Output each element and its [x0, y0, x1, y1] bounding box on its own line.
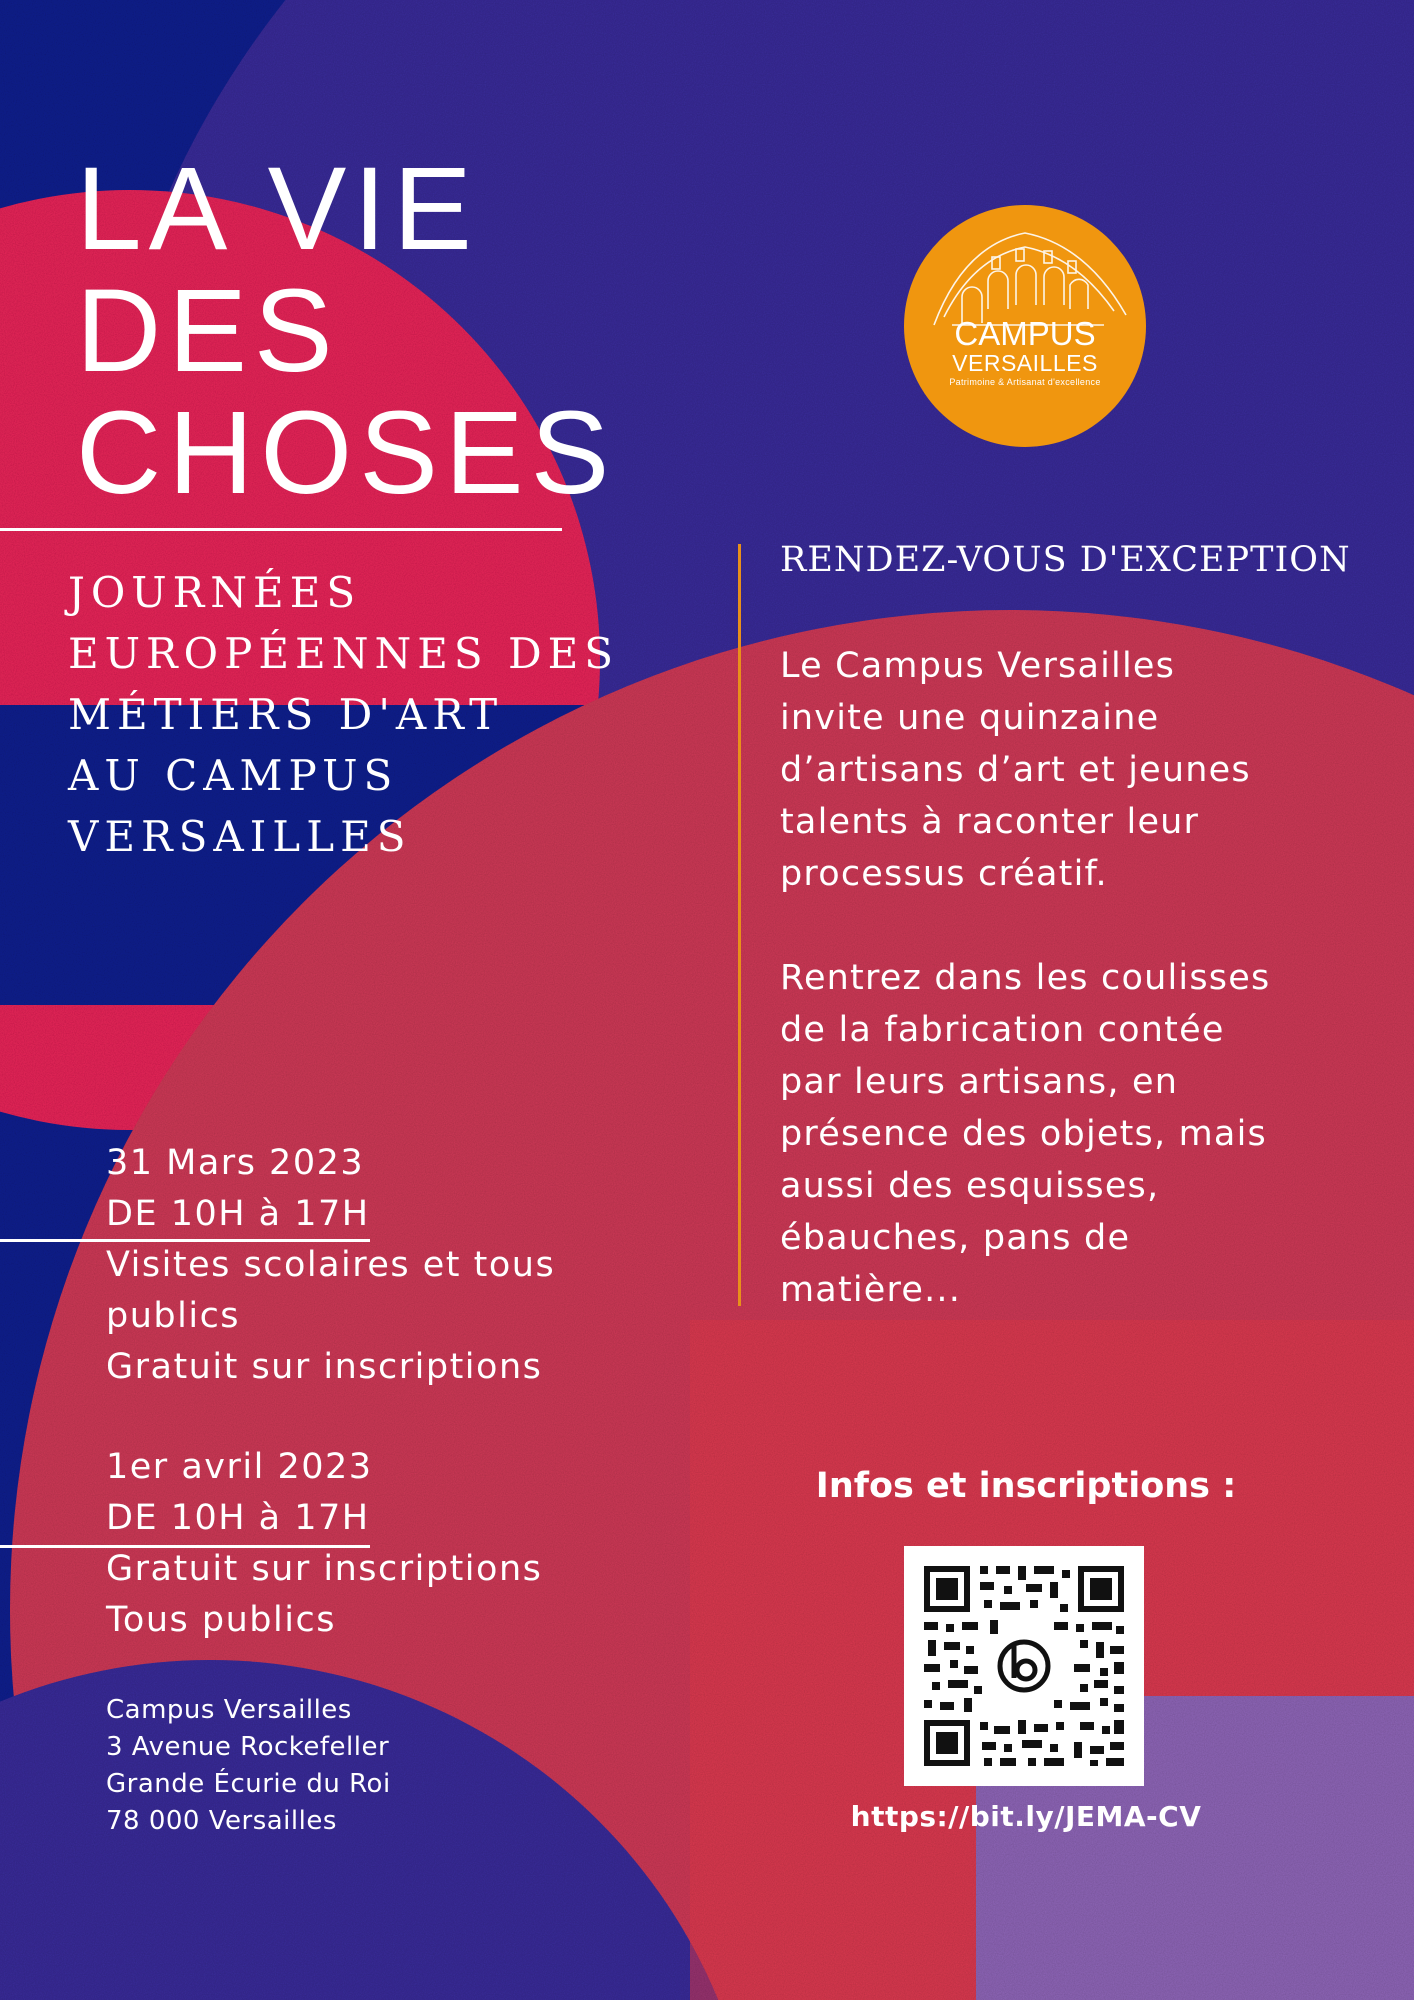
subtitle-line: VERSAILLES [68, 812, 412, 861]
event-date: 1er avril 2023 [106, 1447, 373, 1487]
address-line: Grande Écurie du Roi [106, 1769, 391, 1799]
title-divider [0, 528, 562, 531]
event-detail: Visites scolaires et tous [106, 1245, 556, 1285]
description-line: Le Campus Versailles [780, 646, 1176, 686]
title-line: CHOSES [76, 387, 617, 519]
description-line: de la fabrication contée [780, 1010, 1225, 1050]
event-detail: Tous publics [106, 1600, 336, 1640]
description-line: processus créatif. [780, 854, 1108, 894]
event-detail: Gratuit sur inscriptions [106, 1549, 543, 1589]
address [106, 1692, 391, 1840]
event-detail: Gratuit sur inscriptions [106, 1347, 543, 1387]
campus-logo [904, 205, 1146, 447]
subtitle [68, 562, 619, 867]
address-line: 78 000 Versailles [106, 1806, 337, 1836]
event-divider [0, 1545, 370, 1548]
event-hours: DE 10H à 17H [106, 1498, 370, 1538]
address-line: 3 Avenue Rockefeller [106, 1732, 390, 1762]
description [780, 640, 1270, 1368]
subtitle-line: EUROPÉENNES DES [68, 629, 620, 678]
description-line: matière... [780, 1270, 962, 1310]
description-line: présence des objets, mais [780, 1114, 1267, 1154]
page-title [76, 143, 617, 519]
qr-code-icon [904, 1546, 1144, 1786]
info-link[interactable]: https://bit.ly/JEMA-CV [850, 1800, 1202, 1833]
description-paragraph [780, 640, 1270, 900]
description-paragraph [780, 952, 1270, 1316]
description-line: par leurs artisans, en [780, 1062, 1179, 1102]
title-line: LA VIE [76, 143, 479, 275]
description-line: invite une quinzaine [780, 698, 1160, 738]
description-line: d’artisans d’art et jeunes [780, 750, 1251, 790]
description-line: ébauches, pans de [780, 1218, 1131, 1258]
logo-tagline: Patrimoine & Artisanat d'excellence [949, 377, 1101, 387]
subtitle-line: JOURNÉES [68, 568, 362, 617]
logo-name: CAMPUS [954, 315, 1096, 352]
rendezvous-heading: RENDEZ-VOUS D'EXCEPTION [780, 540, 1351, 580]
event-detail: publics [106, 1296, 241, 1336]
description-line: Rentrez dans les coulisses [780, 958, 1271, 998]
subtitle-line: MÉTIERS D'ART [68, 690, 504, 739]
event-date: 31 Mars 2023 [106, 1143, 365, 1183]
description-line: talents à raconter leur [780, 802, 1200, 842]
vertical-divider [738, 544, 741, 1306]
description-line: aussi des esquisses, [780, 1166, 1160, 1206]
event-block [106, 1442, 542, 1646]
event-divider [0, 1239, 370, 1242]
qr-code[interactable] [904, 1546, 1144, 1786]
event-block [106, 1138, 555, 1393]
info-label: Infos et inscriptions : [815, 1466, 1237, 1506]
logo-city: VERSAILLES [952, 350, 1098, 376]
address-line: Campus Versailles [106, 1695, 352, 1725]
subtitle-line: AU CAMPUS [68, 751, 399, 800]
event-hours: DE 10H à 17H [106, 1194, 370, 1234]
title-line: DES [76, 265, 340, 397]
